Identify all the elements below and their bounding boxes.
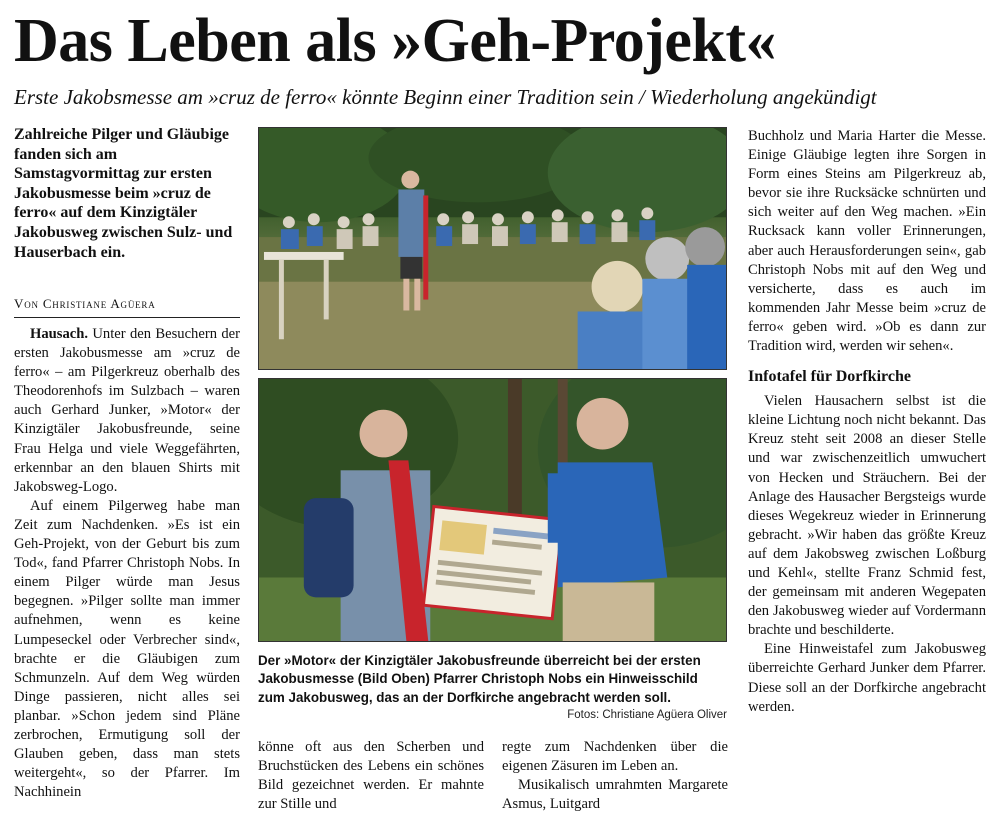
- paragraph: regte zum Nachdenken über die eigenen Zäsuren im Leben an.: [502, 739, 728, 775]
- subheadline: Erste Jakobsmesse am »cruz de ferro« könnte Beginn einer Tradition sein / Wiederholung angekündigt: [14, 85, 877, 109]
- column-3: [502, 738, 728, 814]
- headline: Das Leben als »Geh-Projekt«: [14, 7, 777, 75]
- paragraph: Vielen Hausachern selbst ist die kleine Lichtung noch nicht bekannt. Das Kreuz steht seit 2008 an dieser Stelle und war zwischenzeitlich umwuchert von Hecken und Sträuchern. Bei der Anlage des Hausacher Bergsteigs wurde dieses Wegekreuz wieder in Erinnerung gebracht. »Wir haben das größte Kreuz auf dem Jakobsweg zwischen Loßburg und Kehl«, stellte Franz Schmid fest, der gemeinsam mit anderen Wegepaten den Jakobusweg wieder auf Vordermann brachte und beschilderte.: [748, 393, 986, 639]
- paragraph: Buchholz und Maria Harter die Messe. Einige Gläubige legten ihre Sorgen in Form eines Steins am Pilgerkreuz ab, bevor sie ihre Rucksäcke schnürten und sich weiter auf den Weg machen. »Ein Rucksack kann voller Erinnerungen, aber auch Herausforderungen sein«, gab Christoph Nobs mit auf den Weg und versicherte, dass es auch im kommenden Jahr Messe beim »cruz de ferro« geben wird. »Ob es dann zur Tradition wird, werden wir sehen«.: [748, 128, 986, 355]
- paragraph: Musikalisch umrahmten Margarete Asmus, Luitgard: [502, 777, 728, 813]
- photo-gathering: [258, 127, 727, 370]
- byline: Von Christiane Agüera: [14, 296, 240, 318]
- dateline: Hausach.: [30, 326, 88, 342]
- column-1: [14, 325, 240, 802]
- section-subheading: Infotafel für Dorfkirche: [748, 368, 911, 386]
- paragraph: könne oft aus den Scherben und Bruchstücken des Lebens ein schönes Bild gezeichnet werden. Er mahnte zur Stille und: [258, 739, 484, 813]
- paragraph: Auf einem Pilgerweg habe man Zeit zum Nachdenken. »Es ist ein Geh-Projekt, von der Geburt bis zum Tod«, fand Pfarrer Christoph Nobs. In einem Pilger würde man Jesus begegnen. »Pilger sollte man immer aufnehmen, wenn es keine Lumpeseckel oder Verbrecher sind«, brachte er die Gläubigen zum Schmunzeln. Auf dem Weg würden Dinge passieren, nicht alles sei planbar. »Schon jedem sind Pläne zerbrochen, Ermutigung soll der Glauben geben, dass man stets weitergeht«, so der Pfarrer. Im Nachhinein: [14, 497, 240, 801]
- column-4: [748, 127, 986, 717]
- paragraph-text: Unter den Besuchern der ersten Jakobusmesse am »cruz de ferro« – am Pilgerkreuz oberhalb des Theodorenhofs im Sulzbach – waren auch Gerhard Junker, »Motor« der Kinzigtäler Jakobusfreunde, seine Frau Helga und viele Weggefährten, erkennbar an den blauen Shirts mit Jakobsweg-Logo.: [14, 326, 240, 495]
- column-2: [258, 738, 484, 814]
- photo-credit: Fotos: Christiane Agüera Oliver: [567, 709, 727, 721]
- photo-sign-handover: [258, 378, 727, 642]
- teaser: Zahlreiche Pilger und Gläubige fanden sich am Samstagvormittag zur ersten Jakobusmesse beim »cruz de ferro« auf dem Kinzigtäler Jakobusweg zwischen Sulz- und Hauserbach ein.: [14, 126, 233, 261]
- paragraph: [14, 325, 240, 497]
- paragraph: Eine Hinweistafel zum Jakobusweg überreichte Gerhard Junker dem Pfarrer. Diese soll an der Dorfkirche angebracht werden.: [748, 641, 986, 715]
- photo-caption: Der »Motor« der Kinzigtäler Jakobusfreunde überreicht bei der ersten Jakobusmesse (Bild Oben) Pfarrer Christoph Nobs ein Hinweisschild zum Jakobusweg, das an der Dorfkirche angebracht werden soll.: [258, 653, 701, 705]
